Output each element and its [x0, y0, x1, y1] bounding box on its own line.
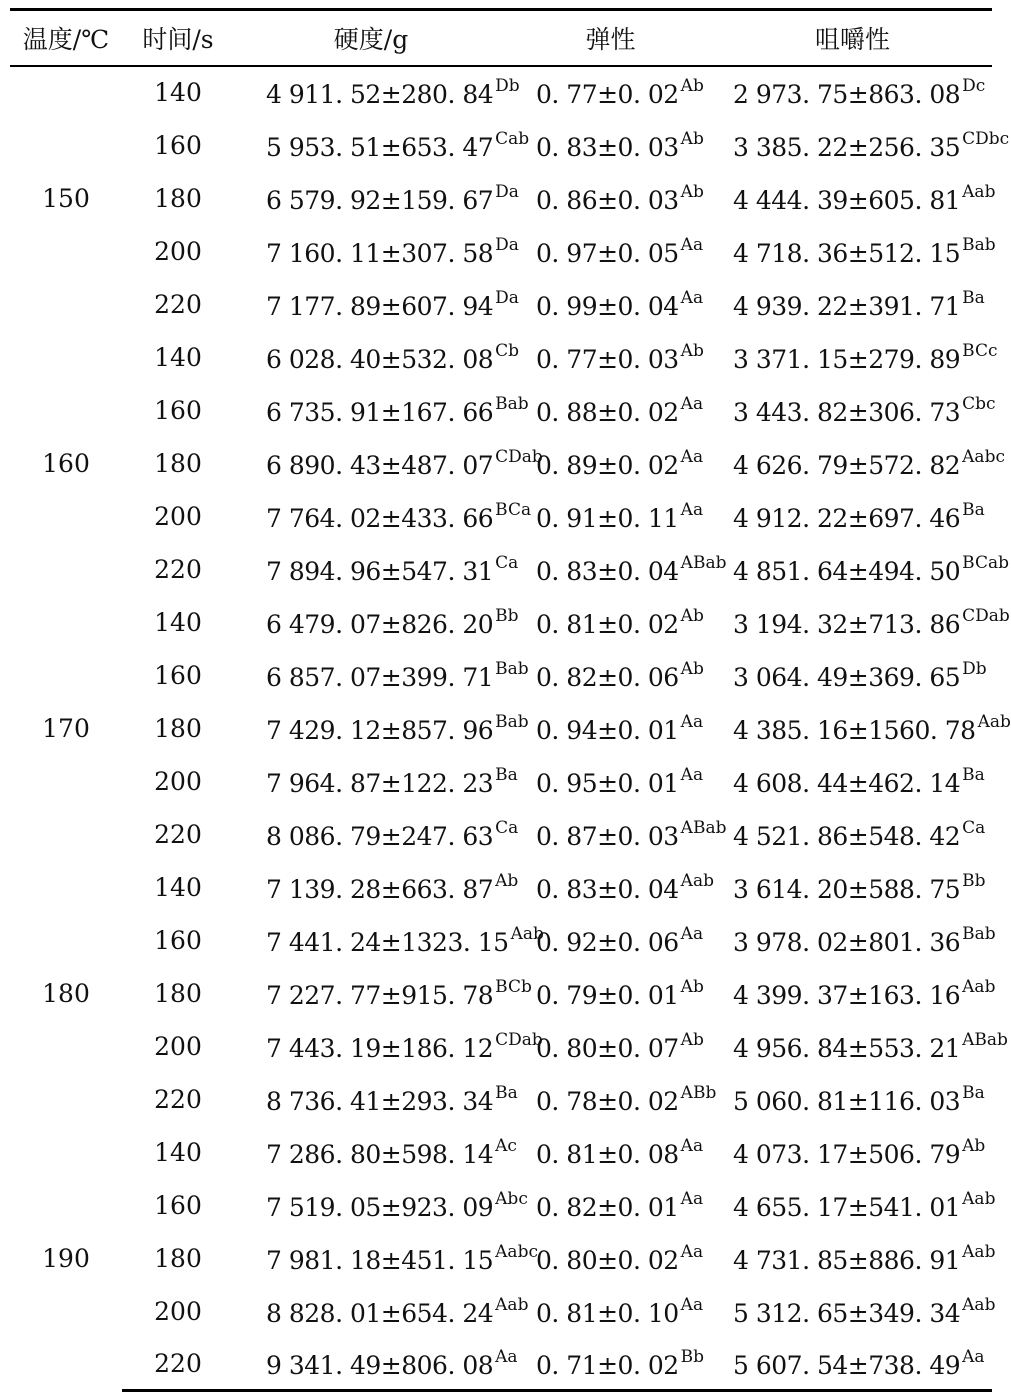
- springiness-significance-letters: Aa: [680, 1294, 704, 1315]
- table-row: [10, 119, 992, 172]
- springiness-value: 0. 77±0. 03: [536, 344, 679, 374]
- springiness-significance-letters: Aa: [680, 1188, 704, 1209]
- springiness-value: 0. 71±0. 02: [536, 1350, 679, 1380]
- chewiness-value: 5 312. 65±349. 34: [733, 1298, 961, 1328]
- hardness-value: 6 479. 07±826. 20: [266, 609, 494, 639]
- springiness-value: 0. 80±0. 07: [536, 1033, 679, 1063]
- time-cell: 160: [154, 660, 202, 690]
- springiness-value: 0. 82±0. 01: [536, 1192, 679, 1222]
- springiness-value: 0. 95±0. 01: [536, 768, 679, 798]
- hardness-cell: [234, 543, 519, 596]
- chewiness-significance-letters: Aab: [962, 976, 996, 997]
- springiness-significance-letters: Ab: [680, 128, 704, 149]
- hardness-significance-letters: Aabc: [495, 1241, 538, 1262]
- springiness-value: 0. 88±0. 02: [536, 397, 679, 427]
- springiness-cell: [508, 384, 713, 437]
- hardness-significance-letters: Aab: [495, 1294, 529, 1315]
- springiness-cell: [508, 437, 713, 490]
- springiness-cell: [508, 808, 727, 861]
- table-row: [10, 1126, 992, 1179]
- table-row: [10, 1285, 992, 1338]
- springiness-cell: [508, 861, 713, 914]
- chewiness-cell: [713, 1285, 996, 1338]
- header-hardness: 硬度/g: [234, 10, 508, 66]
- springiness-value: 0. 83±0. 03: [536, 132, 679, 162]
- springiness-significance-letters: Ab: [680, 340, 704, 361]
- chewiness-significance-letters: Aa: [962, 1346, 985, 1367]
- chewiness-significance-letters: BCc: [962, 340, 998, 361]
- hardness-cell: [234, 1179, 528, 1232]
- hardness-value: 6 735. 91±167. 66: [266, 397, 494, 427]
- time-cell: 180: [154, 978, 202, 1008]
- hardness-value: 7 139. 28±663. 87: [266, 874, 494, 904]
- hardness-significance-letters: BCb: [495, 976, 532, 997]
- springiness-significance-letters: Aa: [680, 1135, 704, 1156]
- chewiness-cell: [713, 66, 992, 119]
- chewiness-value: 3 371. 15±279. 89: [733, 344, 961, 374]
- chewiness-value: 4 655. 17±541. 01: [733, 1192, 961, 1222]
- springiness-cell: [508, 331, 713, 384]
- hardness-cell: [234, 755, 518, 808]
- springiness-cell: [508, 649, 713, 702]
- time-cell: 220: [154, 554, 202, 584]
- hardness-value: 9 341. 49±806. 08: [266, 1350, 494, 1380]
- chewiness-significance-letters: Cbc: [962, 393, 996, 414]
- springiness-value: 0. 80±0. 02: [536, 1245, 679, 1275]
- springiness-cell: [508, 1285, 713, 1338]
- hardness-value: 7 443. 19±186. 12: [266, 1033, 494, 1063]
- hardness-cell: [234, 1126, 517, 1179]
- hardness-value: 6 028. 40±532. 08: [266, 344, 494, 374]
- hardness-cell: [234, 225, 519, 278]
- table-row: [10, 1073, 992, 1126]
- springiness-cell: [508, 967, 713, 1020]
- hardness-value: 7 177. 89±607. 94: [266, 291, 494, 321]
- springiness-significance-letters: Aa: [680, 1241, 704, 1262]
- table-row: [10, 66, 992, 119]
- chewiness-cell: [713, 119, 1010, 172]
- springiness-significance-letters: Aa: [680, 711, 704, 732]
- table-row: [10, 384, 992, 437]
- hardness-value: 5 953. 51±653. 47: [266, 132, 494, 162]
- chewiness-significance-letters: Aab: [962, 181, 996, 202]
- time-cell: 180: [154, 713, 202, 743]
- springiness-cell: [508, 755, 713, 808]
- springiness-significance-letters: Ab: [680, 181, 704, 202]
- hardness-value: 7 441. 24±1323. 15: [266, 927, 509, 957]
- header-springiness: 弹性: [508, 10, 713, 66]
- chewiness-significance-letters: Aab: [962, 1188, 996, 1209]
- springiness-value: 0. 81±0. 08: [536, 1139, 679, 1169]
- springiness-significance-letters: Aa: [680, 764, 704, 785]
- chewiness-cell: [713, 331, 998, 384]
- table-row: [10, 755, 992, 808]
- table-row: [10, 543, 992, 596]
- table-row: [10, 437, 992, 490]
- springiness-value: 0. 91±0. 11: [536, 503, 679, 533]
- time-cell: 140: [154, 342, 202, 372]
- hardness-significance-letters: Ac: [495, 1135, 517, 1156]
- hardness-cell: [234, 278, 519, 331]
- chewiness-significance-letters: ABab: [962, 1029, 1008, 1050]
- hardness-value: 7 764. 02±433. 66: [266, 503, 494, 533]
- springiness-value: 0. 99±0. 04: [536, 291, 679, 321]
- chewiness-cell: [713, 1020, 1008, 1073]
- table-row: [10, 172, 992, 225]
- springiness-value: 0. 79±0. 01: [536, 980, 679, 1010]
- hardness-value: 8 828. 01±654. 24: [266, 1298, 494, 1328]
- chewiness-significance-letters: Ba: [962, 287, 985, 308]
- chewiness-significance-letters: Bab: [962, 923, 996, 944]
- chewiness-value: 4 608. 44±462. 14: [733, 768, 961, 798]
- springiness-value: 0. 82±0. 06: [536, 662, 679, 692]
- hardness-value: 7 981. 18±451. 15: [266, 1245, 494, 1275]
- chewiness-significance-letters: Bab: [962, 234, 996, 255]
- springiness-value: 0. 89±0. 02: [536, 450, 679, 480]
- temperature-cell: 160: [42, 448, 90, 478]
- chewiness-cell: [713, 437, 1005, 490]
- springiness-significance-letters: Aa: [680, 393, 704, 414]
- chewiness-cell: [713, 1179, 996, 1232]
- springiness-significance-letters: Bb: [680, 1346, 705, 1367]
- chewiness-cell: [713, 278, 992, 331]
- hardness-cell: [234, 66, 520, 119]
- chewiness-cell: [713, 1126, 992, 1179]
- hardness-significance-letters: Ba: [495, 1082, 518, 1103]
- chewiness-cell: [713, 1338, 992, 1391]
- chewiness-cell: [713, 914, 996, 967]
- table-row: [10, 225, 992, 278]
- hardness-significance-letters: Cab: [495, 128, 530, 149]
- hardness-cell: [234, 702, 529, 755]
- chewiness-significance-letters: Aab: [962, 1241, 996, 1262]
- chewiness-significance-letters: Dc: [962, 76, 986, 96]
- springiness-value: 0. 86±0. 03: [536, 185, 679, 215]
- table-row: [10, 1338, 992, 1391]
- time-cell: 180: [154, 448, 202, 478]
- table-row: [10, 808, 992, 861]
- hardness-cell: [234, 967, 532, 1020]
- springiness-value: 0. 92±0. 06: [536, 927, 679, 957]
- table-row: [10, 278, 992, 331]
- hardness-significance-letters: Da: [495, 234, 519, 255]
- springiness-significance-letters: Aa: [680, 287, 704, 308]
- hardness-significance-letters: Bab: [495, 393, 529, 414]
- time-cell: 200: [154, 1296, 202, 1326]
- hardness-cell: [234, 1285, 529, 1338]
- hardness-significance-letters: Db: [495, 76, 520, 96]
- chewiness-value: 4 444. 39±605. 81: [733, 185, 961, 215]
- temperature-cell: 190: [42, 1243, 90, 1273]
- springiness-cell: [508, 702, 713, 755]
- hardness-value: 8 736. 41±293. 34: [266, 1086, 494, 1116]
- springiness-value: 0. 97±0. 05: [536, 238, 679, 268]
- springiness-significance-letters: Ab: [680, 1029, 704, 1050]
- chewiness-cell: [713, 1232, 996, 1285]
- table-row: [10, 1179, 992, 1232]
- chewiness-value: 3 194. 32±713. 86: [733, 609, 961, 639]
- hardness-cell: [234, 649, 529, 702]
- springiness-significance-letters: Aa: [680, 499, 704, 520]
- hardness-cell: [234, 808, 519, 861]
- chewiness-value: 3 978. 02±801. 36: [733, 927, 961, 957]
- chewiness-value: 4 731. 85±886. 91: [733, 1245, 961, 1275]
- hardness-value: 7 227. 77±915. 78: [266, 980, 494, 1010]
- hardness-value: 6 857. 07±399. 71: [266, 662, 494, 692]
- table-row: [10, 1020, 992, 1073]
- springiness-significance-letters: Ab: [680, 76, 704, 96]
- chewiness-significance-letters: Ba: [962, 499, 985, 520]
- hardness-significance-letters: CDab: [495, 446, 543, 467]
- springiness-cell: [508, 278, 713, 331]
- springiness-value: 0. 81±0. 10: [536, 1298, 679, 1328]
- time-cell: 160: [154, 395, 202, 425]
- springiness-cell: [508, 1073, 717, 1126]
- chewiness-significance-letters: CDab: [962, 605, 1010, 626]
- chewiness-value: 4 626. 79±572. 82: [733, 450, 961, 480]
- chewiness-cell: [713, 543, 1009, 596]
- chewiness-significance-letters: Db: [962, 658, 987, 679]
- table-row: [10, 1232, 992, 1285]
- table-row: [10, 702, 992, 755]
- table-row: [10, 967, 992, 1020]
- springiness-value: 0. 83±0. 04: [536, 556, 679, 586]
- hardness-significance-letters: Abc: [495, 1188, 528, 1209]
- springiness-significance-letters: Aa: [680, 923, 704, 944]
- header-row: [10, 10, 992, 66]
- hardness-cell: [234, 596, 519, 649]
- chewiness-cell: [713, 702, 1011, 755]
- chewiness-significance-letters: Ca: [962, 817, 986, 838]
- chewiness-value: 4 912. 22±697. 46: [733, 503, 961, 533]
- time-cell: 220: [154, 819, 202, 849]
- chewiness-value: 4 073. 17±506. 79: [733, 1139, 961, 1169]
- time-cell: 180: [154, 183, 202, 213]
- chewiness-value: 2 973. 75±863. 08: [733, 80, 961, 109]
- header-temperature: 温度/℃: [10, 10, 122, 66]
- time-cell: 200: [154, 1031, 202, 1061]
- chewiness-cell: [713, 808, 992, 861]
- springiness-significance-letters: Ab: [680, 976, 704, 997]
- texture-table: [10, 8, 1011, 1392]
- time-cell: 200: [154, 236, 202, 266]
- springiness-significance-letters: Ab: [680, 605, 704, 626]
- hardness-cell: [234, 172, 519, 225]
- hardness-cell: [234, 914, 544, 967]
- springiness-cell: [508, 490, 713, 543]
- table-row: [10, 861, 992, 914]
- springiness-value: 0. 77±0. 02: [536, 80, 679, 109]
- temperature-cell: 170: [42, 713, 90, 743]
- hardness-cell: [234, 384, 529, 437]
- chewiness-cell: [713, 225, 996, 278]
- chewiness-cell: [713, 172, 996, 225]
- time-cell: 140: [154, 78, 202, 107]
- time-cell: 200: [154, 766, 202, 796]
- chewiness-value: 3 443. 82±306. 73: [733, 397, 961, 427]
- time-cell: 140: [154, 1137, 202, 1167]
- hardness-significance-letters: BCa: [495, 499, 532, 520]
- springiness-cell: [508, 914, 713, 967]
- chewiness-significance-letters: Aab: [962, 1294, 996, 1315]
- chewiness-significance-letters: Ba: [962, 764, 985, 785]
- springiness-significance-letters: Ab: [680, 658, 704, 679]
- springiness-value: 0. 87±0. 03: [536, 821, 679, 851]
- time-cell: 160: [154, 1190, 202, 1220]
- hardness-significance-letters: Ca: [495, 552, 519, 573]
- table-row: [10, 596, 992, 649]
- hardness-cell: [234, 331, 520, 384]
- time-cell: 220: [122, 1338, 234, 1391]
- hardness-value: 7 429. 12±857. 96: [266, 715, 494, 745]
- table-row: [10, 914, 992, 967]
- hardness-cell: [234, 1232, 538, 1285]
- hardness-value: 7 894. 96±547. 31: [266, 556, 494, 586]
- temperature-cell: 180: [42, 978, 90, 1008]
- hardness-significance-letters: CDab: [495, 1029, 543, 1050]
- table-body: [10, 66, 1011, 1391]
- chewiness-value: 4 385. 16±1560. 78: [733, 715, 976, 745]
- chewiness-value: 3 614. 20±588. 75: [733, 874, 961, 904]
- springiness-cell: [508, 543, 727, 596]
- table-row: [10, 331, 992, 384]
- springiness-cell: [508, 1338, 713, 1391]
- hardness-significance-letters: Ba: [495, 764, 518, 785]
- hardness-significance-letters: Ca: [495, 817, 519, 838]
- chewiness-value: 5 607. 54±738. 49: [733, 1350, 961, 1380]
- header-chewiness: 咀嚼性: [713, 10, 992, 66]
- chewiness-value: 4 939. 22±391. 71: [733, 291, 961, 321]
- springiness-value: 0. 81±0. 02: [536, 609, 679, 639]
- time-cell: 220: [154, 289, 202, 319]
- chewiness-cell: [713, 1073, 992, 1126]
- time-cell: 160: [154, 130, 202, 160]
- chewiness-cell: [713, 490, 992, 543]
- hardness-cell: [234, 1020, 543, 1073]
- springiness-cell: [508, 1179, 713, 1232]
- springiness-cell: [508, 1020, 713, 1073]
- hardness-value: 7 286. 80±598. 14: [266, 1139, 494, 1169]
- hardness-significance-letters: Bb: [495, 605, 519, 626]
- chewiness-cell: [713, 649, 992, 702]
- chewiness-value: 4 851. 64±494. 50: [733, 556, 961, 586]
- hardness-significance-letters: Aab: [510, 923, 544, 944]
- hardness-significance-letters: Da: [495, 287, 519, 308]
- hardness-cell: [234, 1338, 518, 1391]
- springiness-significance-letters: Aa: [680, 234, 704, 255]
- hardness-significance-letters: Bab: [495, 658, 529, 679]
- chewiness-value: 5 060. 81±116. 03: [733, 1086, 961, 1116]
- springiness-cell: [508, 1126, 713, 1179]
- chewiness-significance-letters: Aabc: [962, 446, 1005, 467]
- springiness-cell: [508, 66, 713, 119]
- chewiness-value: 4 399. 37±163. 16: [733, 980, 961, 1010]
- hardness-value: 4 911. 52±280. 84: [266, 80, 494, 109]
- time-cell: 200: [154, 501, 202, 531]
- springiness-value: 0. 78±0. 02: [536, 1086, 679, 1116]
- springiness-significance-letters: ABab: [680, 817, 727, 838]
- header-time: 时间/s: [122, 10, 234, 66]
- time-cell: 140: [154, 872, 202, 902]
- time-cell: 160: [154, 925, 202, 955]
- chewiness-cell: [713, 755, 992, 808]
- time-cell: 180: [154, 1243, 202, 1273]
- time-cell: 140: [154, 607, 202, 637]
- chewiness-value: 4 718. 36±512. 15: [733, 238, 961, 268]
- hardness-value: 8 086. 79±247. 63: [266, 821, 494, 851]
- springiness-cell: [508, 172, 713, 225]
- springiness-cell: [508, 119, 713, 172]
- springiness-significance-letters: Aa: [680, 446, 704, 467]
- chewiness-cell: [713, 384, 996, 437]
- springiness-cell: [508, 1232, 713, 1285]
- hardness-significance-letters: Cb: [495, 340, 520, 361]
- chewiness-value: 3 385. 22±256. 35: [733, 132, 961, 162]
- chewiness-significance-letters: Ab: [962, 1135, 986, 1156]
- table-row: [10, 649, 992, 702]
- hardness-value: 7 160. 11±307. 58: [266, 238, 494, 268]
- hardness-cell: [234, 861, 519, 914]
- hardness-value: 7 519. 05±923. 09: [266, 1192, 494, 1222]
- hardness-value: 6 579. 92±159. 67: [266, 185, 494, 215]
- hardness-significance-letters: Ab: [495, 870, 519, 891]
- chewiness-cell: [713, 596, 1010, 649]
- chewiness-significance-letters: Ba: [962, 1082, 985, 1103]
- chewiness-significance-letters: CDbc: [962, 128, 1010, 149]
- chewiness-significance-letters: BCab: [962, 552, 1009, 573]
- springiness-cell: [508, 596, 713, 649]
- temperature-cell: 150: [42, 184, 90, 213]
- chewiness-value: 4 521. 86±548. 42: [733, 821, 961, 851]
- hardness-cell: [234, 490, 532, 543]
- chewiness-value: 3 064. 49±369. 65: [733, 662, 961, 692]
- hardness-value: 6 890. 43±487. 07: [266, 450, 494, 480]
- chewiness-significance-letters: Bb: [962, 870, 986, 891]
- springiness-value: 0. 94±0. 01: [536, 715, 679, 745]
- springiness-significance-letters: ABb: [680, 1082, 717, 1103]
- hardness-cell: [234, 437, 543, 490]
- hardness-cell: [234, 1073, 518, 1126]
- chewiness-cell: [713, 967, 996, 1020]
- chewiness-cell: [713, 861, 992, 914]
- springiness-cell: [508, 225, 713, 278]
- hardness-significance-letters: Da: [495, 181, 519, 202]
- texture-table-container: [10, 8, 1011, 1392]
- springiness-significance-letters: Aab: [680, 870, 714, 891]
- chewiness-significance-letters: Aab: [977, 711, 1011, 732]
- hardness-value: 7 964. 87±122. 23: [266, 768, 494, 798]
- springiness-value: 0. 83±0. 04: [536, 874, 679, 904]
- time-cell: 220: [154, 1084, 202, 1114]
- chewiness-value: 4 956. 84±553. 21: [733, 1033, 961, 1063]
- hardness-significance-letters: Aa: [495, 1346, 518, 1367]
- hardness-cell: [234, 119, 530, 172]
- springiness-significance-letters: ABab: [680, 552, 727, 573]
- table-row: [10, 490, 992, 543]
- hardness-significance-letters: Bab: [495, 711, 529, 732]
